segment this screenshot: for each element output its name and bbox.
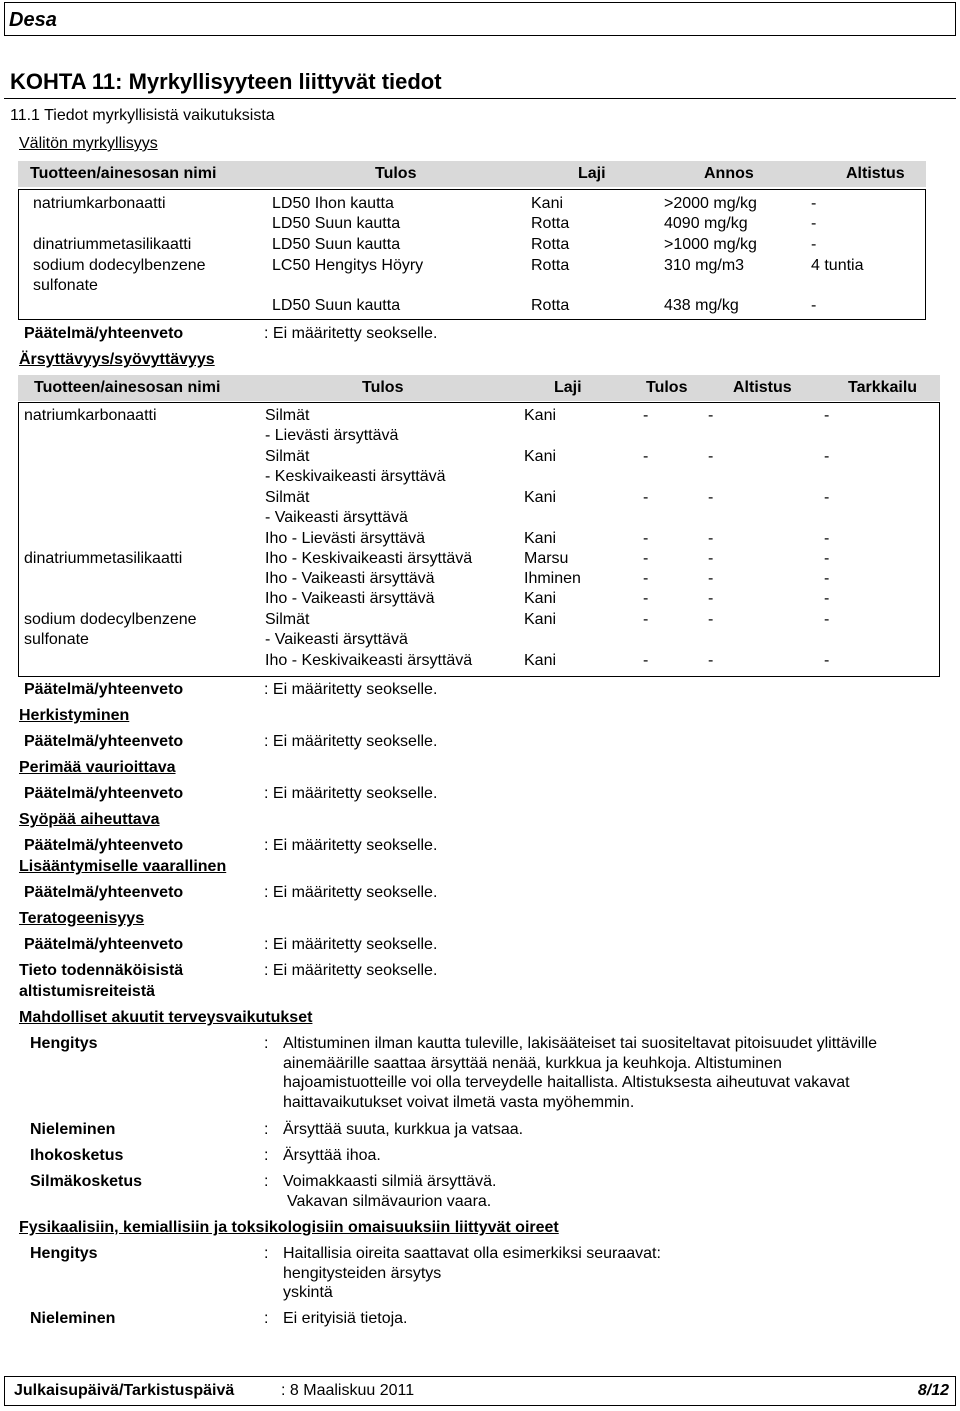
irr-r11-exposure: - xyxy=(708,611,714,628)
acute-r2-result: LD50 Suun kautta xyxy=(272,215,401,232)
acute-r2-dose: 4090 mg/kg xyxy=(664,215,748,232)
irr-r11-result: Silmät xyxy=(265,611,310,628)
acute-table-body xyxy=(18,189,926,320)
irr-r4-result: - Keskivaikeasti ärsyttävä xyxy=(265,468,446,485)
section-title: KOHTA 11: Myrkyllisyyteen liittyvät tiedot xyxy=(10,69,442,94)
irritation-conclusion-label: Päätelmä/yhteenveto xyxy=(24,681,184,698)
acute-r4-species: Rotta xyxy=(531,257,570,274)
irr-col-score: Tulos xyxy=(646,379,688,396)
teratogenicity-value: : Ei määritetty seokselle. xyxy=(264,936,438,953)
irr-r13-result: Iho - Keskivaikeasti ärsyttävä xyxy=(265,652,473,669)
irr-name-3: sodium dodecylbenzene xyxy=(24,611,197,628)
carcinogenicity-label: Päätelmä/yhteenveto xyxy=(24,837,184,854)
irr-name-2: dinatriummetasilikaatti xyxy=(24,550,183,567)
irr-r8-observation: - xyxy=(824,550,830,567)
acute-r5-exposure: - xyxy=(811,297,817,314)
exposure-routes-label-2: altistumisreiteistä xyxy=(19,983,156,1000)
irr-r10-result: Iho - Vaikeasti ärsyttävä xyxy=(265,590,435,607)
ingestion-label: Nieleminen xyxy=(30,1121,116,1138)
teratogenicity-heading: Teratogeenisyys xyxy=(19,910,145,927)
irr-r8-exposure: - xyxy=(708,550,714,567)
irr-r5-exposure: - xyxy=(708,489,714,506)
irr-r2-result: - Lievästi ärsyttävä xyxy=(265,427,399,444)
skin-contact-label: Ihokosketus xyxy=(30,1147,124,1164)
irr-r8-result: Iho - Keskivaikeasti ärsyttävä xyxy=(265,550,473,567)
acute-r3-result: LD50 Suun kautta xyxy=(272,236,401,253)
acute-r4-dose: 310 mg/m3 xyxy=(664,257,745,274)
section-title-rule xyxy=(4,98,956,99)
acute-effects-heading: Mahdolliset akuutit terveysvaikutukset xyxy=(19,1009,313,1026)
acute-r1-species: Kani xyxy=(531,195,564,212)
inhalation-colon: : xyxy=(264,1035,269,1052)
acute-r4-exposure: 4 tuntia xyxy=(811,257,864,274)
sensitization-heading: Herkistyminen xyxy=(19,707,130,724)
inhalation-line-1: Altistuminen ilman kautta tuleville, lakisääteiset tai suositeltavat pitoisuudet ylittäville xyxy=(283,1035,878,1052)
symptoms-heading: Fysikaalisiin, kemiallisiin ja toksikologisiin omaisuuksiin liittyvät oireet xyxy=(19,1219,559,1236)
irr-col-species: Laji xyxy=(554,379,582,396)
acute-heading: Välitön myrkyllisyys xyxy=(19,135,158,152)
irr-r10-score: - xyxy=(643,590,649,607)
acute-name-2: dinatriummetasilikaatti xyxy=(33,236,192,253)
irr-r13-observation: - xyxy=(824,652,830,669)
acute-conclusion-value: : Ei määritetty seokselle. xyxy=(264,325,438,342)
section-subtitle: 11.1 Tiedot myrkyllisistä vaikutuksista xyxy=(10,107,275,124)
irr-r9-score: - xyxy=(643,570,649,587)
inhalation-line-2: ainemäärille saattaa ärsyttää nenää, kurkkua ja keuhkoja. Altistuminen xyxy=(283,1055,782,1072)
irr-r13-exposure: - xyxy=(708,652,714,669)
irr-r7-result: Iho - Lievästi ärsyttävä xyxy=(265,530,426,547)
sensitization-value: : Ei määritetty seokselle. xyxy=(264,733,438,750)
skin-contact-colon: : xyxy=(264,1147,269,1164)
symptoms-ingestion-label: Nieleminen xyxy=(30,1310,116,1327)
acute-col-dose: Annos xyxy=(704,165,754,182)
eye-contact-colon: : xyxy=(264,1173,269,1190)
irr-r1-result: Silmät xyxy=(265,407,310,424)
carcinogenicity-value: : Ei määritetty seokselle. xyxy=(264,837,438,854)
eye-contact-line-2: Vakavan silmävaurion vaara. xyxy=(287,1193,492,1210)
irr-r8-score: - xyxy=(643,550,649,567)
irr-r1-observation: - xyxy=(824,407,830,424)
irr-r3-species: Kani xyxy=(524,448,557,465)
irr-r11-score: - xyxy=(643,611,649,628)
footer-date: : 8 Maaliskuu 2011 xyxy=(281,1382,415,1399)
reproductive-heading: Lisääntymiselle vaarallinen xyxy=(19,858,227,875)
acute-name-3: sodium dodecylbenzene xyxy=(33,257,206,274)
acute-r5-dose: 438 mg/kg xyxy=(664,297,739,314)
ingestion-line-1: Ärsyttää suuta, kurkkua ja vatsaa. xyxy=(283,1121,524,1138)
irr-r10-exposure: - xyxy=(708,590,714,607)
mutagenicity-value: : Ei määritetty seokselle. xyxy=(264,785,438,802)
irritation-conclusion-value: : Ei määritetty seokselle. xyxy=(264,681,438,698)
irr-r3-exposure: - xyxy=(708,448,714,465)
skin-contact-line-1: Ärsyttää ihoa. xyxy=(283,1147,381,1164)
header-bar xyxy=(4,2,956,36)
irritation-heading: Ärsyttävyys/syövyttävyys xyxy=(19,351,215,368)
irr-r5-observation: - xyxy=(824,489,830,506)
irr-r3-score: - xyxy=(643,448,649,465)
acute-r5-result: LD50 Suun kautta xyxy=(272,297,401,314)
carcinogenicity-heading: Syöpää aiheuttava xyxy=(19,811,160,828)
exposure-routes-value: : Ei määritetty seokselle. xyxy=(264,962,438,979)
reproductive-value: : Ei määritetty seokselle. xyxy=(264,884,438,901)
irr-r9-observation: - xyxy=(824,570,830,587)
footer-page-number: 8/12 xyxy=(917,1382,949,1399)
irr-r1-score: - xyxy=(643,407,649,424)
irr-r7-observation: - xyxy=(824,530,830,547)
irr-r7-exposure: - xyxy=(708,530,714,547)
acute-name-3b: sulfonate xyxy=(33,277,98,294)
sensitization-label: Päätelmä/yhteenveto xyxy=(24,733,184,750)
acute-header-row xyxy=(18,161,926,187)
irr-r13-species: Kani xyxy=(524,652,557,669)
symptoms-inhalation-line-2: hengitysteiden ärsytys xyxy=(283,1265,442,1282)
eye-contact-line-1: Voimakkaasti silmiä ärsyttävä. xyxy=(283,1173,497,1190)
irr-r11-observation: - xyxy=(824,611,830,628)
irr-r9-species: Ihminen xyxy=(524,570,581,587)
inhalation-label: Hengitys xyxy=(30,1035,98,1052)
document-title: Desa xyxy=(9,9,57,31)
irr-r6-result: - Vaikeasti ärsyttävä xyxy=(265,509,408,526)
acute-r4-result: LC50 Hengitys Höyry xyxy=(272,257,424,274)
acute-r2-species: Rotta xyxy=(531,215,570,232)
eye-contact-label: Silmäkosketus xyxy=(30,1173,143,1190)
exposure-routes-label-1: Tieto todennäköisistä xyxy=(19,962,184,979)
ingestion-colon: : xyxy=(264,1121,269,1138)
irr-r5-score: - xyxy=(643,489,649,506)
irr-r9-exposure: - xyxy=(708,570,714,587)
symptoms-ingestion-line-1: Ei erityisiä tietoja. xyxy=(283,1310,408,1327)
irr-r12-result: - Vaikeasti ärsyttävä xyxy=(265,631,408,648)
acute-r1-exposure: - xyxy=(811,195,817,212)
irr-r1-species: Kani xyxy=(524,407,557,424)
irr-r7-score: - xyxy=(643,530,649,547)
irr-r7-species: Kani xyxy=(524,530,557,547)
irritation-table-body xyxy=(18,402,940,677)
mutagenicity-label: Päätelmä/yhteenveto xyxy=(24,785,184,802)
irr-col-observation: Tarkkailu xyxy=(848,379,918,396)
irr-name-3b: sulfonate xyxy=(24,631,89,648)
irr-r13-score: - xyxy=(643,652,649,669)
symptoms-inhalation-line-1: Haitallisia oireita saattavat olla esimerkiksi seuraavat: xyxy=(283,1245,661,1262)
irr-r11-species: Kani xyxy=(524,611,557,628)
acute-r3-exposure: - xyxy=(811,236,817,253)
acute-conclusion-label: Päätelmä/yhteenveto xyxy=(24,325,184,342)
acute-name-1: natriumkarbonaatti xyxy=(33,195,166,212)
inhalation-line-3: hajoamistuotteille voi olla terveydelle haitallista. Altistuksesta aiheutuvat vakavat xyxy=(283,1074,850,1091)
irr-r3-result: Silmät xyxy=(265,448,310,465)
symptoms-inhalation-colon: : xyxy=(264,1245,269,1262)
irr-name-1: natriumkarbonaatti xyxy=(24,407,157,424)
footer-label: Julkaisupäivä/Tarkistuspäivä xyxy=(14,1382,235,1399)
irr-r5-result: Silmät xyxy=(265,489,310,506)
acute-r3-species: Rotta xyxy=(531,236,570,253)
inhalation-line-4: haittavaikutukset voivat ilmetä vasta myöhemmin. xyxy=(283,1094,635,1111)
mutagenicity-heading: Perimää vaurioittava xyxy=(19,759,176,776)
irr-r8-species: Marsu xyxy=(524,550,569,567)
footer-bar xyxy=(4,1376,956,1406)
irr-r1-exposure: - xyxy=(708,407,714,424)
acute-col-species: Laji xyxy=(578,165,606,182)
symptoms-inhalation-label: Hengitys xyxy=(30,1245,98,1262)
symptoms-ingestion-colon: : xyxy=(264,1310,269,1327)
acute-r5-species: Rotta xyxy=(531,297,570,314)
irr-r10-species: Kani xyxy=(524,590,557,607)
acute-r2-exposure: - xyxy=(811,215,817,232)
symptoms-inhalation-line-3: yskintä xyxy=(283,1284,333,1301)
irr-r5-species: Kani xyxy=(524,489,557,506)
acute-r3-dose: >1000 mg/kg xyxy=(664,236,757,253)
acute-col-exposure: Altistus xyxy=(846,165,905,182)
reproductive-label: Päätelmä/yhteenveto xyxy=(24,884,184,901)
acute-col-name: Tuotteen/ainesosan nimi xyxy=(30,165,217,182)
acute-r1-result: LD50 Ihon kautta xyxy=(272,195,394,212)
irr-col-name: Tuotteen/ainesosan nimi xyxy=(34,379,221,396)
teratogenicity-label: Päätelmä/yhteenveto xyxy=(24,936,184,953)
acute-r1-dose: >2000 mg/kg xyxy=(664,195,757,212)
irr-r3-observation: - xyxy=(824,448,830,465)
irr-r9-result: Iho - Vaikeasti ärsyttävä xyxy=(265,570,435,587)
irritation-header-row xyxy=(18,375,940,401)
acute-col-result: Tulos xyxy=(375,165,417,182)
irr-col-result: Tulos xyxy=(362,379,404,396)
irr-col-exposure: Altistus xyxy=(733,379,792,396)
irr-r10-observation: - xyxy=(824,590,830,607)
